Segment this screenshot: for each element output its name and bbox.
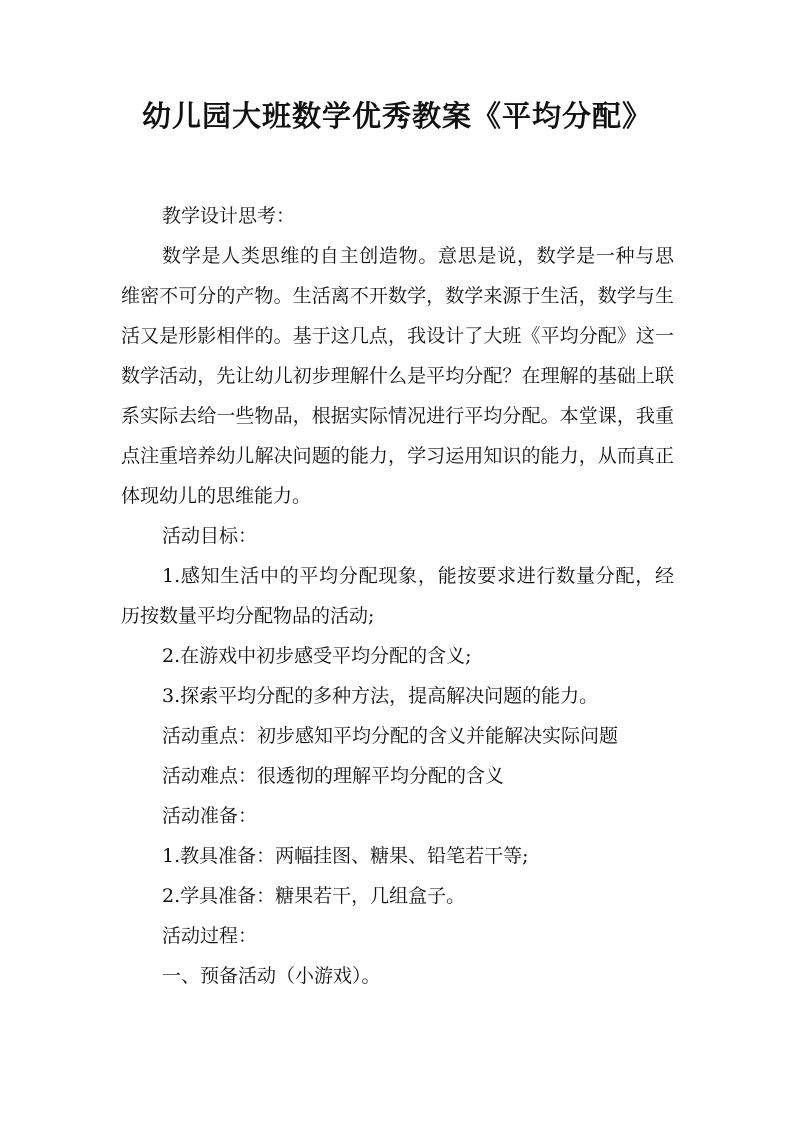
paragraph-goal-1: 1.感知生活中的平均分配现象，能按要求进行数量分配，经历按数量平均分配物品的活动; (121, 565, 674, 627)
paragraph-prep-student: 2.学具准备：糖果若干，几组盒子。 (162, 885, 466, 907)
paragraph-prep-teacher: 1.教具准备：两幅挂图、糖果、铅笔若干等; (162, 845, 529, 867)
document-body (121, 196, 674, 996)
paragraph-process-step-1: 一、预备活动（小游戏）。 (162, 965, 381, 987)
paragraph-key-point: 活动重点：初步感知平均分配的含义并能解决实际问题 (162, 725, 619, 747)
paragraph-goal-3: 3.探索平均分配的多种方法，提高解决问题的能力。 (162, 685, 599, 707)
paragraph-process-heading: 活动过程： (162, 925, 258, 947)
paragraph-difficulty: 活动难点：很透彻的理解平均分配的含义 (162, 765, 505, 787)
paragraph-goals-heading: 活动目标： (162, 525, 258, 547)
paragraph-design-text: 数学是人类思维的自主创造物。意思是说，数学是一种与思维密不可分的产物。生活离不开数学，数学来源于生活，数学与生活又是形影相伴的。基于这几点，我设计了大班《平均分配》这一数学活动，先让幼儿初步理解什么是平均分配？在理解的基础上联系实际去给一些物品，根据实际情况进行平均分配。本堂课，我重点注重培养幼儿解决问题的能力，学习运用知识的能力，从而真正体现幼儿的思维能力。 (121, 245, 674, 507)
document-title: 幼儿园大班数学优秀教案《平均分配》 (141, 99, 652, 133)
paragraph-design-heading: 教学设计思考： (162, 205, 296, 227)
paragraph-goal-2: 2.在游戏中初步感受平均分配的含义; (162, 645, 472, 667)
paragraph-preparation-heading: 活动准备： (162, 805, 258, 827)
